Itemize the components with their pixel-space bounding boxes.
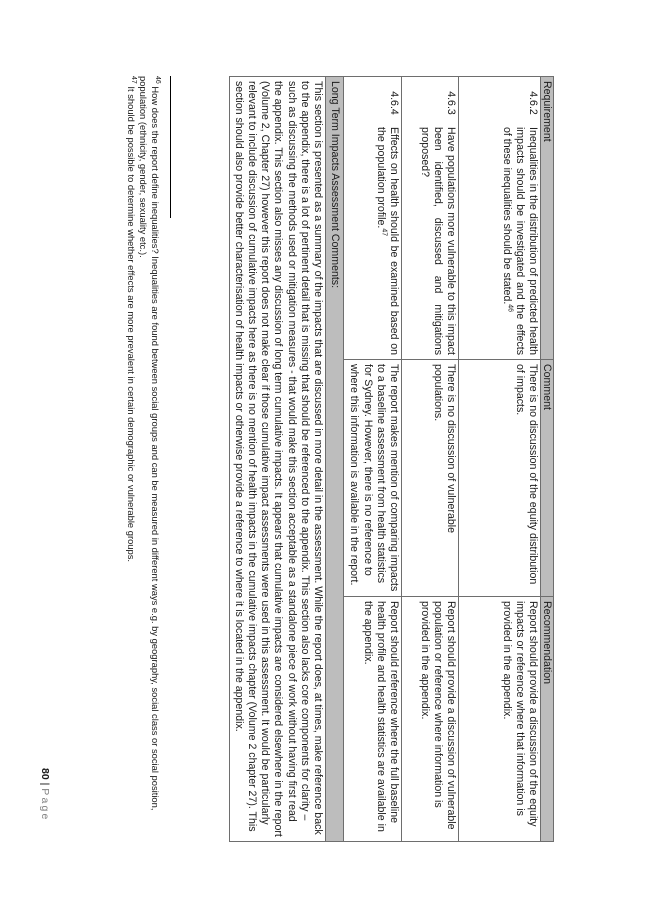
footnote-divider [170, 76, 171, 218]
requirement-text: Have populations more vulnerable to this impact been identified, discussed and mitigations proposed? [418, 127, 457, 355]
page-number [39, 768, 51, 848]
requirement-cell [402, 77, 459, 360]
summary-body: This section is presented as a summary of the impacts that are discussed in more detail in the assessment. While the report does, at times, make reference back to the appendix, there is a lot of pertinent detail that is missing that should be referenced to the appendix. This section also lacks core components for clarity – such as discussing the methods used or mitigation measures - that would make this section acceptable as a standalone piece of work without having first read the appendix. This section also misses any discussion of long term cumulative impacts. It appears that cumulative impacts are considered elsewhere in the report (Volume 2, Chapter 27) however this report does not make clear if those cumulative impact assessments were used in this assessment. It would be particularly relevant to include discussion of cumulative impacts here as there is no mention of health impacts in the cumulative impacts chapter (Volume 2 chapter 27). This section should also provide better characterisation of health impacts or otherwise provide a reference to where it is located in the appendix. [229, 77, 325, 842]
footnotes [125, 76, 162, 844]
page-number-word: Page [39, 788, 51, 822]
page-number-value: 80 [39, 768, 51, 780]
requirement-text: Effects on health should be examined based on the population profile. [374, 127, 400, 355]
footnote-number: 46 [154, 76, 162, 84]
recommendation-cell: Report should provide a discussion of vulnerable population or reference where information is provided in the appendix. [402, 597, 459, 842]
comment-cell: There is no discussion of vulnerable populations. [402, 360, 459, 597]
comment-cell: The report makes mention of comparing impacts to a baseline assessment from health statistics for Sydney. However, there is no reference to where this information is available in the report. [344, 360, 402, 597]
footnote-text: It should be possible to determine whether effects are more prevalent in certain demographic or vulnerable groups. [126, 86, 137, 563]
summary-body-row [229, 77, 325, 842]
header-comment: Comment [541, 360, 554, 597]
footnote [138, 76, 161, 844]
requirement-text: Inequalities in the distribution of predicted health impacts should be investigated and the effects of these inequalities should be stated. [500, 127, 539, 355]
page-number-separator: | [39, 782, 51, 786]
header-requirement: Requirement [541, 77, 554, 360]
footnote-ref: 46 [506, 304, 514, 313]
requirement-cell [459, 77, 541, 360]
recommendation-cell: Report should reference where the full baseline health profile and health statistics are available in the appendix. [344, 597, 402, 842]
table-row [344, 77, 402, 842]
table-header-row [541, 77, 554, 842]
requirement-number: 4.6.4 [388, 91, 400, 115]
footnote [126, 76, 138, 844]
requirement-number: 4.6.2 [527, 91, 539, 115]
summary-title: Long Term Impacts Assessment Comments: [326, 77, 344, 842]
footnote-text: How does the report define inequalities? Inequalities are found between social groups and can be measured in different ways e.g. by geography, social class or social position, population (ethnicity, gender, sexuality etc.). [138, 76, 161, 811]
table-row [402, 77, 459, 842]
footnote-ref: 47 [380, 228, 388, 237]
header-recommendation: Recommendation [541, 597, 554, 842]
comment-cell: There is no discussion of the equity distribution of impacts. [459, 360, 541, 597]
assessment-table [229, 76, 554, 842]
requirement-number: 4.6.3 [445, 91, 457, 115]
summary-title-row [326, 77, 344, 842]
recommendation-cell: Report should provide a discussion of the equity impacts or reference where that information is provided in the appendix. [459, 597, 541, 842]
requirement-cell [344, 77, 402, 360]
footnote-number: 47 [130, 76, 138, 84]
table-row [459, 77, 541, 842]
